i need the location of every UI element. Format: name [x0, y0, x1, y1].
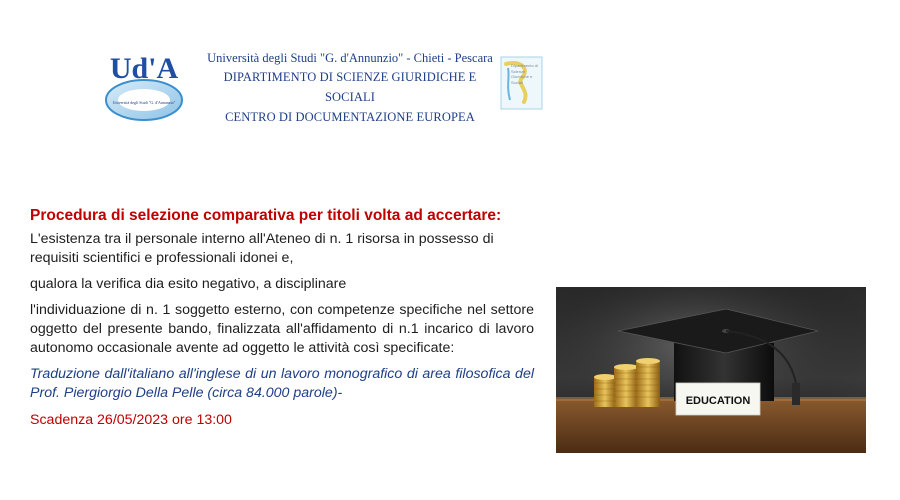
- header-text: [200, 49, 500, 127]
- announcement-title: Procedura di selezione comparativa per titoli volta ad accertare:: [30, 207, 502, 224]
- department-logo: [500, 56, 543, 110]
- university-name: Università degli Studi "G. d'Annunzio" - Chieti - Pescara: [207, 51, 493, 65]
- paragraph-condition: qualora la verifica dia esito negativo, a disciplinare: [30, 276, 347, 292]
- department-name: DIPARTIMENTO DI SCIENZE GIURIDICHE E SOCIALI: [223, 70, 477, 104]
- paragraph-internal: L'esistenza tra il personale interno all'Ateneo di n. 1 risorsa in possesso di requisiti scientifici e professionali idonei e,: [30, 231, 494, 266]
- paragraph-external: l'individuazione di n. 1 soggetto esterno, con competenze specifiche nel settore oggetto del presente bando, finalizzata all'affidamento di n.1 incarico di lavoro autonomo occasionale avente ad oggetto le attività così specificate:: [30, 302, 534, 356]
- education-photo: [556, 287, 866, 453]
- deadline-text: Scadenza 26/05/2023 ore 13:00: [30, 412, 232, 428]
- education-card: [676, 383, 760, 415]
- announcement-body: [30, 205, 534, 430]
- uda-logo-ring-text: Università degli Studi "G. d'Annunzio": [112, 100, 176, 105]
- department-logo-text: Dipartimento di Scienze Giuridiche e Sociali: [511, 63, 538, 85]
- education-label: EDUCATION: [685, 395, 751, 407]
- centre-name: CENTRO DI DOCUMENTAZIONE EUROPEA: [225, 110, 475, 124]
- uda-logo-text: Ud'A: [109, 52, 179, 85]
- uda-logo: [102, 42, 186, 124]
- activity-description: Traduzione dall'italiano all'inglese di un lavoro monografico di area filosofica del Prof. Piergiorgio Della Pelle (circa 84.000 parole)-: [30, 366, 534, 401]
